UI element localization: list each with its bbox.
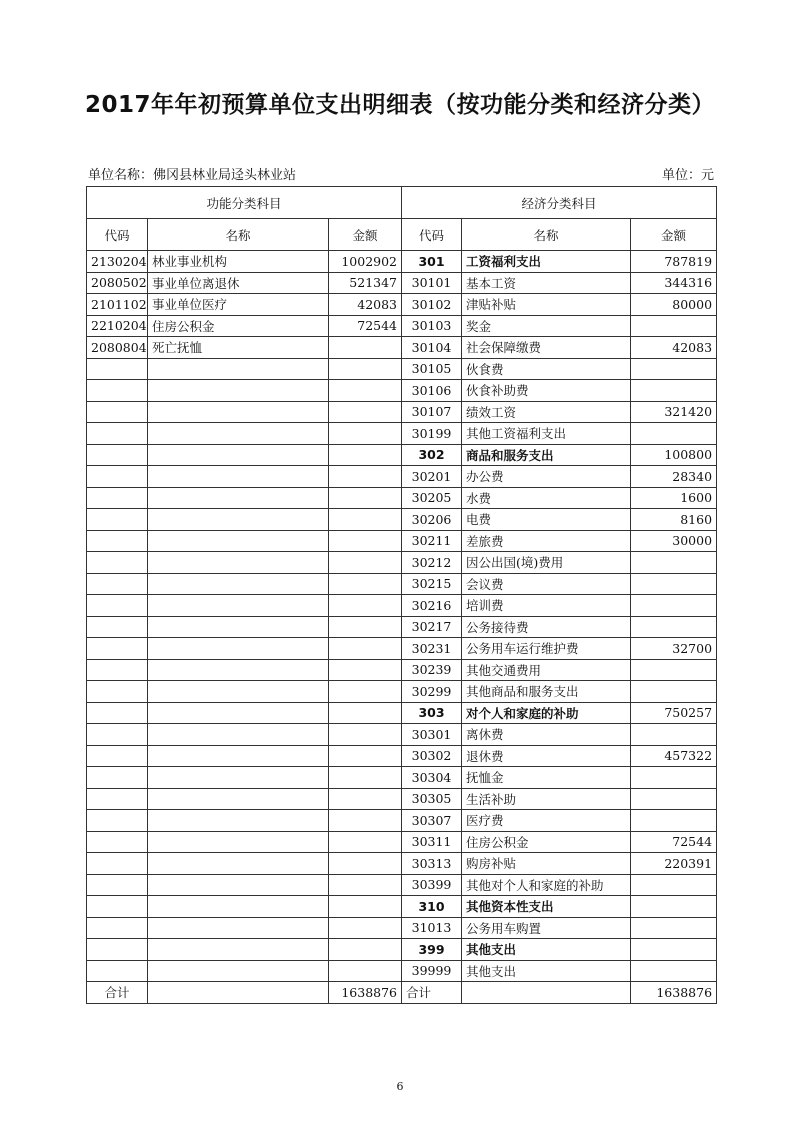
- e-code-header: 代码: [402, 219, 462, 251]
- f-name-cell: [148, 466, 329, 488]
- e-name-cell: 差旅费: [462, 530, 631, 552]
- f-code-cell: [87, 724, 148, 746]
- e-code-cell: 30301: [402, 724, 462, 746]
- f-name-cell: [148, 853, 329, 875]
- f-name-cell: 事业单位离退休: [148, 272, 329, 294]
- e-amount-cell: [631, 896, 717, 918]
- f-amount-cell: [329, 444, 402, 466]
- group-header-row: [87, 187, 717, 219]
- f-name-cell: [148, 702, 329, 724]
- e-code-cell: 30205: [402, 487, 462, 509]
- f-name-cell: [148, 509, 329, 531]
- e-name-cell: 其他交通费用: [462, 659, 631, 681]
- f-code-cell: 2080804: [87, 337, 148, 359]
- f-code-cell: [87, 831, 148, 853]
- e-amount-cell: [631, 788, 717, 810]
- e-code-cell: 30201: [402, 466, 462, 488]
- f-amount-cell: [329, 466, 402, 488]
- f-name-cell: [148, 724, 329, 746]
- e-code-cell: 30216: [402, 595, 462, 617]
- table-row: [87, 487, 717, 509]
- f-name-cell: [148, 423, 329, 445]
- e-code-cell: 30231: [402, 638, 462, 660]
- e-name-cell: 对个人和家庭的补助: [462, 702, 631, 724]
- f-name-cell: 死亡抚恤: [148, 337, 329, 359]
- budget-table: [86, 186, 717, 1004]
- table-row: [87, 917, 717, 939]
- e-code-cell: 30217: [402, 616, 462, 638]
- table-row: [87, 251, 717, 273]
- f-amount-header: 金额: [329, 219, 402, 251]
- e-name-cell: 水费: [462, 487, 631, 509]
- table-row: [87, 552, 717, 574]
- table-row: [87, 788, 717, 810]
- e-name-cell: 伙食费: [462, 358, 631, 380]
- e-code-cell: 301: [402, 251, 462, 273]
- e-name-cell: 津贴补贴: [462, 294, 631, 316]
- f-amount-cell: [329, 659, 402, 681]
- f-code-cell: [87, 573, 148, 595]
- f-name-cell: [148, 358, 329, 380]
- f-code-header: 代码: [87, 219, 148, 251]
- f-code-cell: 2130204: [87, 251, 148, 273]
- f-code-cell: [87, 487, 148, 509]
- table-row: [87, 573, 717, 595]
- f-name-cell: [148, 810, 329, 832]
- e-name-cell: 公务用车购置: [462, 917, 631, 939]
- f-amount-cell: [329, 681, 402, 703]
- f-code-cell: [87, 659, 148, 681]
- f-amount-cell: 1002902: [329, 251, 402, 273]
- f-code-cell: [87, 681, 148, 703]
- f-name-cell: [148, 401, 329, 423]
- f-code-cell: [87, 509, 148, 531]
- e-amount-cell: 80000: [631, 294, 717, 316]
- f-code-cell: [87, 380, 148, 402]
- e-name-cell: 抚恤金: [462, 767, 631, 789]
- total-row: [87, 982, 717, 1004]
- f-code-cell: 2080502: [87, 272, 148, 294]
- e-code-cell: 30211: [402, 530, 462, 552]
- e-code-cell: 30299: [402, 681, 462, 703]
- e-code-cell: 39999: [402, 960, 462, 982]
- e-code-cell: 303: [402, 702, 462, 724]
- f-code-cell: [87, 616, 148, 638]
- e-name-cell: 基本工资: [462, 272, 631, 294]
- f-code-cell: 2210204: [87, 315, 148, 337]
- f-name-cell: [148, 487, 329, 509]
- f-amount-cell: [329, 337, 402, 359]
- f-name-cell: [148, 745, 329, 767]
- e-amount-cell: [631, 659, 717, 681]
- e-amount-cell: [631, 423, 717, 445]
- e-amount-cell: [631, 810, 717, 832]
- e-amount-cell: [631, 724, 717, 746]
- f-code-cell: [87, 939, 148, 961]
- f-amount-cell: [329, 745, 402, 767]
- e-code-cell: 30215: [402, 573, 462, 595]
- e-amount-cell: 457322: [631, 745, 717, 767]
- column-header-row: [87, 219, 717, 251]
- f-name-cell: [148, 767, 329, 789]
- f-code-cell: [87, 896, 148, 918]
- e-amount-cell: [631, 939, 717, 961]
- table-row: [87, 380, 717, 402]
- e-amount-cell: [631, 315, 717, 337]
- e-code-cell: 30199: [402, 423, 462, 445]
- f-amount-cell: [329, 939, 402, 961]
- table-body: [87, 251, 717, 982]
- e-amount-cell: 100800: [631, 444, 717, 466]
- e-amount-cell: 344316: [631, 272, 717, 294]
- e-total-amount: 1638876: [631, 982, 717, 1004]
- table-row: [87, 294, 717, 316]
- e-name-cell: 公务用车运行维护费: [462, 638, 631, 660]
- e-amount-cell: 32700: [631, 638, 717, 660]
- e-name-cell: 工资福利支出: [462, 251, 631, 273]
- f-code-cell: [87, 530, 148, 552]
- f-code-cell: [87, 702, 148, 724]
- f-name-cell: [148, 681, 329, 703]
- f-amount-cell: [329, 530, 402, 552]
- table-row: [87, 315, 717, 337]
- e-amount-cell: [631, 616, 717, 638]
- f-amount-cell: [329, 767, 402, 789]
- e-code-cell: 302: [402, 444, 462, 466]
- page-number: 6: [396, 1080, 404, 1093]
- f-amount-cell: [329, 896, 402, 918]
- economic-classification-header: 经济分类科目: [402, 187, 717, 219]
- table-row: [87, 638, 717, 660]
- e-name-cell: 商品和服务支出: [462, 444, 631, 466]
- table-row: [87, 337, 717, 359]
- e-name-cell: 办公费: [462, 466, 631, 488]
- e-code-cell: 30106: [402, 380, 462, 402]
- table-row: [87, 681, 717, 703]
- e-code-cell: 30307: [402, 810, 462, 832]
- f-code-cell: [87, 595, 148, 617]
- e-code-cell: 30239: [402, 659, 462, 681]
- e-amount-cell: [631, 767, 717, 789]
- f-code-cell: [87, 552, 148, 574]
- f-total-label: 合计: [87, 982, 148, 1004]
- f-amount-cell: [329, 638, 402, 660]
- table-row: [87, 530, 717, 552]
- f-code-cell: [87, 423, 148, 445]
- table-row: [87, 874, 717, 896]
- table-row: [87, 939, 717, 961]
- unit-name: 单位名称：佛冈县林业局迳头林业站: [88, 168, 297, 183]
- page-title: 2017年年初预算单位支出明细表（按功能分类和经济分类）: [84, 92, 715, 118]
- e-amount-cell: 321420: [631, 401, 717, 423]
- e-name-cell: 购房补贴: [462, 853, 631, 875]
- f-code-cell: [87, 810, 148, 832]
- f-amount-cell: [329, 595, 402, 617]
- f-amount-cell: [329, 380, 402, 402]
- f-name-cell: [148, 874, 329, 896]
- e-code-cell: 30311: [402, 831, 462, 853]
- e-code-cell: 30206: [402, 509, 462, 531]
- f-name-cell: [148, 444, 329, 466]
- table-row: [87, 724, 717, 746]
- f-code-cell: [87, 358, 148, 380]
- f-name-cell: 林业事业机构: [148, 251, 329, 273]
- e-amount-cell: 42083: [631, 337, 717, 359]
- f-name-cell: [148, 573, 329, 595]
- e-amount-cell: 750257: [631, 702, 717, 724]
- e-code-cell: 30304: [402, 767, 462, 789]
- f-total-empty: [148, 982, 329, 1004]
- table-row: [87, 509, 717, 531]
- e-amount-cell: [631, 681, 717, 703]
- f-code-cell: [87, 874, 148, 896]
- e-amount-cell: 8160: [631, 509, 717, 531]
- e-name-header: 名称: [462, 219, 631, 251]
- f-name-cell: [148, 595, 329, 617]
- e-amount-cell: [631, 874, 717, 896]
- e-name-cell: 其他工资福利支出: [462, 423, 631, 445]
- f-name-cell: [148, 917, 329, 939]
- e-code-cell: 30313: [402, 853, 462, 875]
- table-row: [87, 444, 717, 466]
- e-amount-cell: [631, 595, 717, 617]
- e-amount-cell: 787819: [631, 251, 717, 273]
- f-amount-cell: [329, 960, 402, 982]
- f-amount-cell: 521347: [329, 272, 402, 294]
- e-name-cell: 社会保障缴费: [462, 337, 631, 359]
- e-amount-cell: 72544: [631, 831, 717, 853]
- e-code-cell: 30305: [402, 788, 462, 810]
- e-name-cell: 其他资本性支出: [462, 896, 631, 918]
- e-code-cell: 30107: [402, 401, 462, 423]
- e-name-cell: 其他支出: [462, 960, 631, 982]
- e-name-cell: 绩效工资: [462, 401, 631, 423]
- e-name-cell: 会议费: [462, 573, 631, 595]
- f-amount-cell: [329, 487, 402, 509]
- f-name-cell: [148, 530, 329, 552]
- e-amount-cell: [631, 960, 717, 982]
- e-amount-cell: [631, 573, 717, 595]
- e-name-cell: 离休费: [462, 724, 631, 746]
- e-name-cell: 培训费: [462, 595, 631, 617]
- e-name-cell: 电费: [462, 509, 631, 531]
- e-total-empty: [462, 982, 631, 1004]
- f-code-cell: [87, 638, 148, 660]
- f-code-cell: [87, 466, 148, 488]
- f-code-cell: [87, 444, 148, 466]
- currency-unit: 单位：元: [661, 168, 714, 183]
- table-row: [87, 810, 717, 832]
- e-code-cell: 30101: [402, 272, 462, 294]
- table-row: [87, 401, 717, 423]
- f-name-cell: [148, 831, 329, 853]
- e-amount-cell: 1600: [631, 487, 717, 509]
- e-code-cell: 310: [402, 896, 462, 918]
- table-row: [87, 272, 717, 294]
- f-amount-cell: [329, 831, 402, 853]
- f-code-cell: [87, 788, 148, 810]
- e-code-cell: 30105: [402, 358, 462, 380]
- e-amount-cell: [631, 917, 717, 939]
- e-code-cell: 30212: [402, 552, 462, 574]
- f-amount-cell: [329, 702, 402, 724]
- e-name-cell: 生活补助: [462, 788, 631, 810]
- f-amount-cell: [329, 573, 402, 595]
- f-name-cell: 事业单位医疗: [148, 294, 329, 316]
- table-row: [87, 358, 717, 380]
- f-name-cell: [148, 552, 329, 574]
- e-code-cell: 30102: [402, 294, 462, 316]
- table-row: [87, 745, 717, 767]
- f-name-cell: [148, 659, 329, 681]
- e-code-cell: 30399: [402, 874, 462, 896]
- e-name-cell: 其他商品和服务支出: [462, 681, 631, 703]
- e-name-cell: 奖金: [462, 315, 631, 337]
- f-amount-cell: [329, 724, 402, 746]
- f-name-cell: [148, 380, 329, 402]
- table-row: [87, 702, 717, 724]
- f-name-cell: [148, 939, 329, 961]
- e-amount-cell: 28340: [631, 466, 717, 488]
- e-name-cell: 其他对个人和家庭的补助: [462, 874, 631, 896]
- e-name-cell: 住房公积金: [462, 831, 631, 853]
- f-amount-cell: [329, 401, 402, 423]
- table-row: [87, 853, 717, 875]
- table-row: [87, 423, 717, 445]
- f-amount-cell: [329, 509, 402, 531]
- e-name-cell: 医疗费: [462, 810, 631, 832]
- table-row: [87, 466, 717, 488]
- f-name-cell: 住房公积金: [148, 315, 329, 337]
- e-name-cell: 伙食补助费: [462, 380, 631, 402]
- f-amount-cell: [329, 552, 402, 574]
- e-name-cell: 退休费: [462, 745, 631, 767]
- e-code-cell: 30104: [402, 337, 462, 359]
- e-name-cell: 因公出国(境)费用: [462, 552, 631, 574]
- f-amount-cell: 72544: [329, 315, 402, 337]
- f-amount-cell: [329, 788, 402, 810]
- f-code-cell: [87, 853, 148, 875]
- f-amount-cell: [329, 810, 402, 832]
- f-code-cell: [87, 960, 148, 982]
- table-row: [87, 659, 717, 681]
- e-amount-cell: [631, 552, 717, 574]
- table-row: [87, 896, 717, 918]
- table-row: [87, 595, 717, 617]
- f-code-cell: 2101102: [87, 294, 148, 316]
- f-amount-cell: [329, 358, 402, 380]
- f-code-cell: [87, 917, 148, 939]
- e-code-cell: 30103: [402, 315, 462, 337]
- f-amount-cell: 42083: [329, 294, 402, 316]
- e-amount-cell: 220391: [631, 853, 717, 875]
- e-total-label: 合计: [402, 982, 462, 1004]
- f-name-cell: [148, 616, 329, 638]
- table-row: [87, 960, 717, 982]
- f-name-header: 名称: [148, 219, 329, 251]
- e-code-cell: 31013: [402, 917, 462, 939]
- table-row: [87, 831, 717, 853]
- e-code-cell: 30302: [402, 745, 462, 767]
- table-row: [87, 767, 717, 789]
- f-amount-cell: [329, 423, 402, 445]
- e-amount-cell: [631, 380, 717, 402]
- e-name-cell: 其他支出: [462, 939, 631, 961]
- f-code-cell: [87, 401, 148, 423]
- f-amount-cell: [329, 616, 402, 638]
- f-amount-cell: [329, 853, 402, 875]
- f-code-cell: [87, 767, 148, 789]
- e-code-cell: 399: [402, 939, 462, 961]
- table-row: [87, 616, 717, 638]
- functional-classification-header: 功能分类科目: [87, 187, 402, 219]
- f-name-cell: [148, 896, 329, 918]
- e-name-cell: 公务接待费: [462, 616, 631, 638]
- e-amount-cell: [631, 358, 717, 380]
- f-amount-cell: [329, 917, 402, 939]
- f-name-cell: [148, 960, 329, 982]
- f-amount-cell: [329, 874, 402, 896]
- f-code-cell: [87, 745, 148, 767]
- f-name-cell: [148, 788, 329, 810]
- f-total-amount: 1638876: [329, 982, 402, 1004]
- e-amount-cell: 30000: [631, 530, 717, 552]
- e-amount-header: 金额: [631, 219, 717, 251]
- f-name-cell: [148, 638, 329, 660]
